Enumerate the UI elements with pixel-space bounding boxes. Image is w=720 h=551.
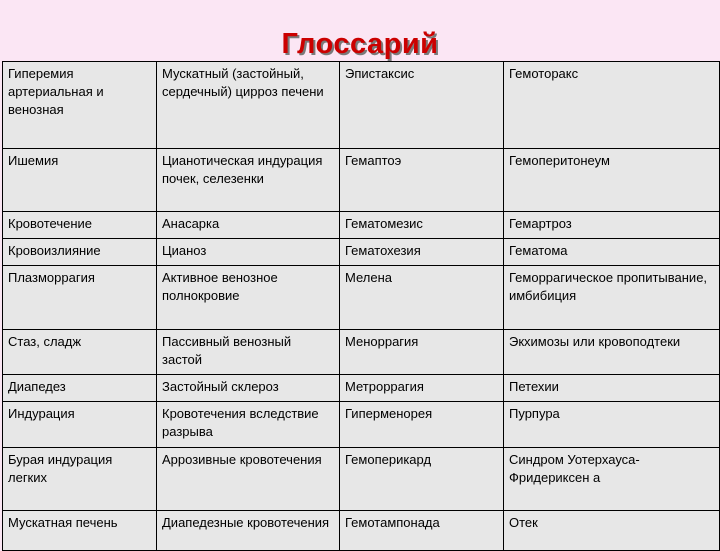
table-cell: Гематомезис — [340, 212, 504, 239]
glossary-table — [2, 61, 720, 551]
table-cell: Отек — [504, 511, 720, 551]
table-row — [3, 448, 720, 511]
table-cell: Цианоз — [157, 239, 340, 266]
table-cell: Петехии — [504, 375, 720, 402]
table-row — [3, 62, 720, 149]
table-cell: Синдром Уотерхауса-Фридериксен а — [504, 448, 720, 511]
table-row — [3, 149, 720, 212]
table-cell: Анасарка — [157, 212, 340, 239]
table-cell: Застойный склероз — [157, 375, 340, 402]
table-cell: Геморрагическое пропитывание, имбибиция — [504, 266, 720, 330]
table-cell: Индурация — [3, 402, 157, 448]
table-cell: Диапедез — [3, 375, 157, 402]
table-cell: Гемоторакс — [504, 62, 720, 149]
table-row — [3, 511, 720, 551]
table-cell: Гиперменорея — [340, 402, 504, 448]
table-row — [3, 375, 720, 402]
table-cell: Стаз, сладж — [3, 330, 157, 375]
table-row — [3, 266, 720, 330]
table-row — [3, 330, 720, 375]
table-cell: Гемоперитонеум — [504, 149, 720, 212]
table-cell: Кровоизлияние — [3, 239, 157, 266]
table-cell: Мускатный (застойный, сердечный) цирроз печени — [157, 62, 340, 149]
table-cell: Гиперемия артериальная и венозная — [3, 62, 157, 149]
table-cell: Экхимозы или кровоподтеки — [504, 330, 720, 375]
table-cell: Цианотическая индурация почек, селезенки — [157, 149, 340, 212]
table-row — [3, 402, 720, 448]
table-cell: Диапедезные кровотечения — [157, 511, 340, 551]
table-cell: Плазморрагия — [3, 266, 157, 330]
table-cell: Активное венозное полнокровие — [157, 266, 340, 330]
table-cell: Гематома — [504, 239, 720, 266]
table-cell: Кровотечения вследствие разрыва — [157, 402, 340, 448]
table-cell: Гемартроз — [504, 212, 720, 239]
table-cell: Гемоперикард — [340, 448, 504, 511]
table-cell: Пурпура — [504, 402, 720, 448]
table-cell: Аррозивные кровотечения — [157, 448, 340, 511]
page-title: Глоссарий — [281, 28, 439, 60]
table-cell: Эпистаксис — [340, 62, 504, 149]
table-cell: Меноррагия — [340, 330, 504, 375]
table-cell: Кровотечение — [3, 212, 157, 239]
table-cell: Пассивный венозный застой — [157, 330, 340, 375]
table-cell: Метроррагия — [340, 375, 504, 402]
table-row — [3, 212, 720, 239]
table-cell: Гемаптоэ — [340, 149, 504, 212]
table-cell: Ишемия — [3, 149, 157, 212]
table-cell: Гематохезия — [340, 239, 504, 266]
table-cell: Бурая индурация легких — [3, 448, 157, 511]
table-cell: Гемотампонада — [340, 511, 504, 551]
table-cell: Мелена — [340, 266, 504, 330]
table-row — [3, 239, 720, 266]
table-cell: Мускатная печень — [3, 511, 157, 551]
